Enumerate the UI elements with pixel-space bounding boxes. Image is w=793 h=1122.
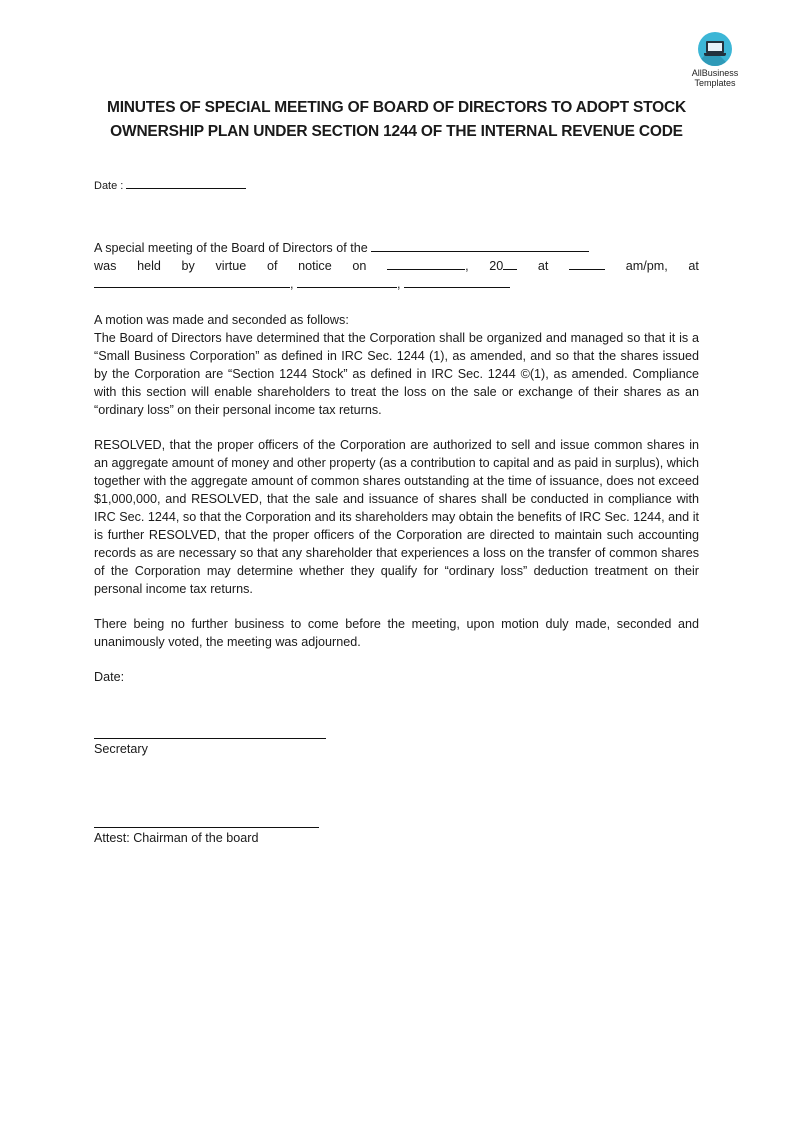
date-blank[interactable] — [126, 178, 246, 189]
date-field — [94, 178, 246, 192]
resolved-paragraph: RESOLVED, that the proper officers of the Corporation are authorized to sell and issue common shares in an aggregate amount of money and other property (as a contribution to capital and as paid in surplus), which together with the aggregate amount of common shares outstanding at the time of issuance, does not exceed $1,000,000, and RESOLVED, that the sale and issuance of shares shall be conducted in compliance with IRC Sec. 1244, so that the Corporation and its shareholders may obtain the benefits of IRC Sec. 1244, and it is further RESOLVED, that the proper officers of the Corporation are directed to maintain such accounting records as are necessary so that any shareholder that experiences a loss on the transfer of common shares of the Corporation may determine whether they qualify for “ordinary loss” deduction treatment on their personal income tax returns. — [94, 438, 699, 596]
motion-heading: A motion was made and seconded as follows: — [94, 313, 349, 327]
notice-date-blank[interactable] — [387, 257, 465, 270]
date-label: Date : — [94, 180, 124, 192]
page-title: MINUTES OF SPECIAL MEETING OF BOARD OF DIRECTORS TO ADOPT STOCK OWNERSHIP PLAN UNDER SECTION 1244 OF THE INTERNAL REVENUE CODE — [106, 99, 687, 140]
intro-paragraph: A special meeting of the Board of Directors of the was held by virtue of notice on , 20 at am/pm, at , , — [94, 241, 699, 291]
city-blank[interactable] — [297, 275, 397, 288]
corporation-name-blank[interactable] — [371, 239, 589, 252]
brand-logo — [680, 32, 750, 88]
year-blank[interactable] — [503, 257, 517, 270]
date-bottom-label: Date: — [94, 670, 125, 684]
motion-paragraph — [94, 311, 699, 419]
state-blank[interactable] — [404, 275, 510, 288]
laptop-icon — [698, 32, 732, 66]
location-blank[interactable] — [94, 275, 290, 288]
chairman-signature-line[interactable] — [94, 827, 319, 828]
attest-label: Attest: Chairman of the board — [94, 831, 259, 845]
logo-text: AllBusiness Templates — [691, 68, 739, 88]
motion-body: The Board of Directors have determined that the Corporation shall be organized and managed so that it is a “Small Business Corporation” as defined in IRC Sec. 1244 (1), as amended, and so that the shares issued by the Corporation are “Section 1244 Stock” as defined in IRC Sec. 1244 ©(1), as amended. Compliance with this section will enable shareholders to treat the loss on the sale or exchange of their shares as an “ordinary loss” on their personal income tax returns. — [94, 331, 699, 417]
time-blank[interactable] — [569, 257, 605, 270]
secretary-label: Secretary — [94, 742, 148, 756]
closing-paragraph: There being no further business to come before the meeting, upon motion duly made, seconded and unanimously voted, the meeting was adjourned. — [94, 617, 699, 649]
secretary-signature-line[interactable] — [94, 738, 326, 739]
